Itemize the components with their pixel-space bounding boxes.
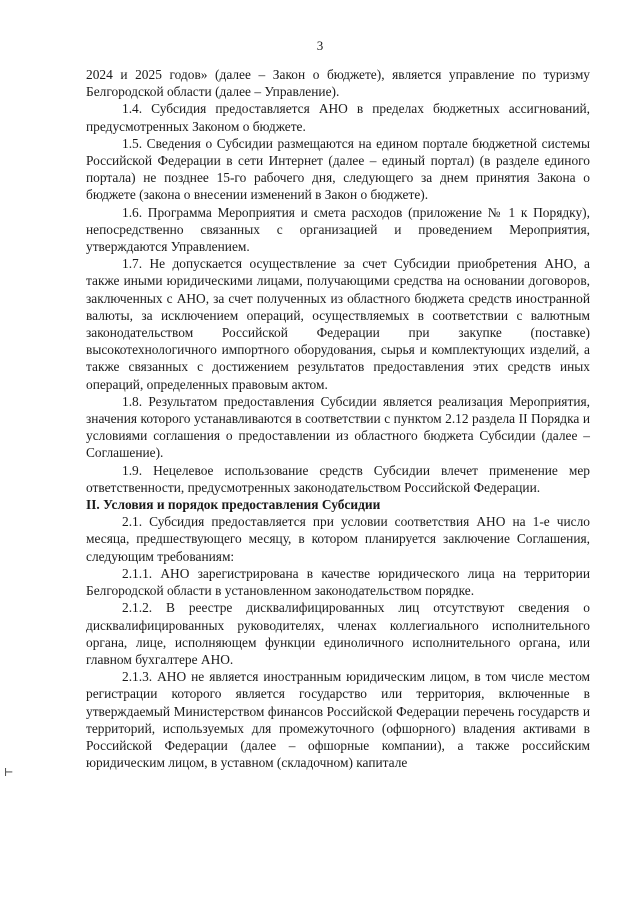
paragraph: 1.9. Нецелевое использование средств Субсидии влечет применение мер ответственности, предусмотренных законодательством Российской Федерации. bbox=[86, 462, 590, 495]
paragraph: 1.4. Субсидия предоставляется АНО в пределах бюджетных ассигнований, предусмотренных Законом о бюджете. bbox=[86, 101, 590, 134]
margin-mark: ⊢ bbox=[4, 767, 14, 779]
paragraph: 2.1. Субсидия предоставляется при условии соответствия АНО на 1-е число месяца, предшествующего месяцу, в котором планируется заключение Соглашения, следующим требованиям: bbox=[86, 514, 590, 564]
document-body bbox=[86, 66, 590, 771]
paragraph: 1.6. Программа Мероприятия и смета расходов (приложение № 1 к Порядку), непосредственно связанных с организацией и проведением Мероприятия, утверждаются Управлением. bbox=[86, 204, 590, 255]
page-number: 3 bbox=[316, 38, 324, 53]
section-title: II. Условия и порядок предоставления Субсидии bbox=[86, 497, 381, 513]
paragraph: 2.1.1. АНО зарегистрирована в качестве юридического лица на территории Белгородской области в установленном законодательством порядке. bbox=[86, 565, 590, 599]
paragraph: 2.1.3. АНО не является иностранным юридическим лицом, в том числе местом регистрации которого является государство или территория, включенные в утверждаемый Министерством финансов Российской Федерации перечень государств и территорий, используемых для промежуточного (офшорного) владения активами в Российской Федерации (далее – офшорные компании), а также российским юридическим лицом, в уставном (складочном) капитале bbox=[86, 669, 590, 771]
paragraph: 2.1.2. В реестре дисквалифицированных лиц отсутствуют сведения о дисквалифицированных руководителях, членах коллегиального исполнительного органа, лице, исполняющем функции единоличного исполнительного органа, или главном бухгалтере АНО. bbox=[86, 600, 590, 667]
paragraph: 1.7. Не допускается осуществление за счет Субсидии приобретения АНО, а также иными юридическими лицами, получающими средства на основании договоров, заключенных с АНО, за счет полученных из областного бюджета средств иностранной валюты, за исключением операций, осуществляемых в соответствии с валютным законодательством Российской Федерации при закупке (поставке) высокотехнологичного импортного оборудования, сырья и комплектующих изделий, а также связанных с достижением результатов предоставления этих средств иных операций, определенных правовым актом. bbox=[86, 256, 590, 392]
paragraph: 2024 и 2025 годов» (далее – Закон о бюджете), является управление по туризму Белгородской области (далее – Управление). bbox=[86, 67, 590, 100]
paragraph: 1.5. Сведения о Субсидии размещаются на едином портале бюджетной системы Российской Федерации в сети Интернет (далее – единый портал) (в разделе единого портала) не позднее 15-го рабочего дня, следующего за днем принятия Закона о бюджете (закона о внесении изменений в Закон о бюджете). bbox=[86, 135, 590, 203]
paragraph: 1.8. Результатом предоставления Субсидии является реализация Мероприятия, значения которого устанавливаются в соответствии с пунктом 2.12 раздела II Порядка и условиями соглашения о предоставлении из областного бюджета Субсидии (далее – Соглашение). bbox=[86, 393, 590, 461]
